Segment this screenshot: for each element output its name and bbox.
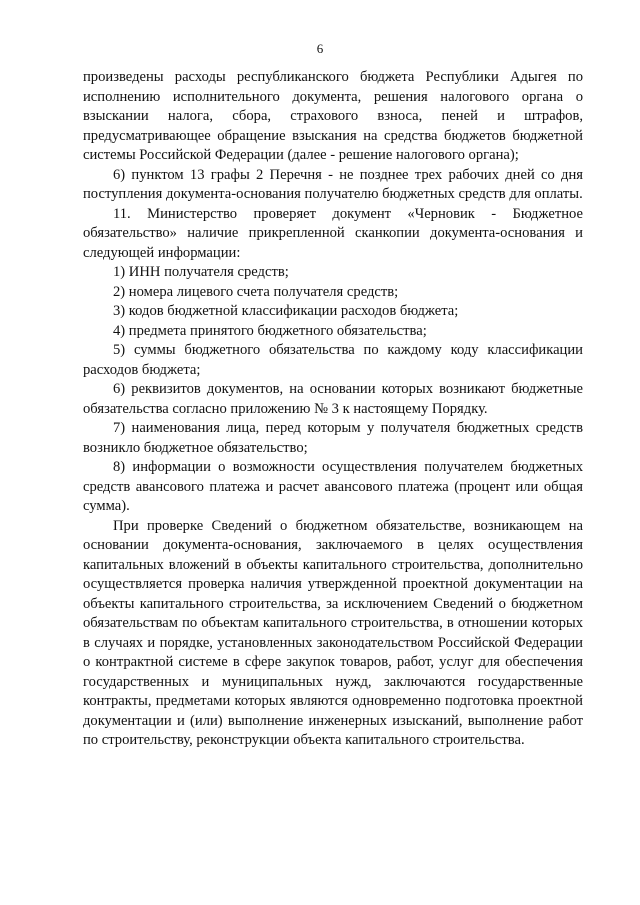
list-item-inn: 1) ИНН получателя средств; (113, 264, 289, 280)
paragraph-section-11: 11. Министерство проверяет документ «Черновик - Бюджетное обязательство» наличие прикрепленной сканкопии документа-основания и следующей информации: (83, 205, 583, 261)
list-item-obligation-subject: 4) предмета принятого бюджетного обязательства; (113, 322, 427, 339)
paragraph-continuation: произведены расходы республиканского бюджета Республики Адыгея по исполнению исполнительного документа, решения налогового органа о взыскании налога, сбора, страхового взноса, пеней и штрафов, предусматривающее обращение взыскания на средства бюджетов бюджетной системы Российской Федерации (далее - решение налогового органа); (83, 69, 583, 163)
list-item-account-number: 2) номера лицевого счета получателя средств; (113, 283, 399, 300)
page-number: 6 (316, 41, 324, 56)
paragraph-capital-construction-check: При проверке Сведений о бюджетном обязательстве, возникающем на основании документа-основания, заключаемого в целях осуществления капитальных вложений в объекты капитального строительства, дополнительно осуществляется проверка наличия утвержденной проектной документации на объекты капитального строительства, за исключением Сведений о бюджетном обязательствам по объектам капитального строительства, в отношении которых в случаях и порядке, установленных законодательством Российской Федерации о контрактной системе в сфере закупок товаров, работ, услуг для обеспечения государственных и муниципальных нужд, заключаются государственные контракты, предметами которых являются одновременно подготовка проектной документации и (или) выполнение инженерных изысканий, выполнение работ по строительству, реконструкции объекта капитального строительства. (83, 517, 583, 748)
list-item-document-details: 6) реквизитов документов, на основании которых возникают бюджетные обязательства согласно приложению № 3 к настоящему Порядку. (83, 381, 583, 417)
list-item-counterparty-name: 7) наименования лица, перед которым у получателя бюджетных средств возникло бюджетное обязательство; (83, 420, 583, 456)
paragraph-item-6-deadline: 6) пунктом 13 графы 2 Перечня - не позднее трех рабочих дней со дня поступления документа-основания получателю бюджетных средств для оплаты. (83, 166, 583, 202)
list-item-budget-codes: 3) кодов бюджетной классификации расходов бюджета; (113, 303, 459, 319)
document-body (83, 68, 583, 751)
list-item-advance-payment: 8) информации о возможности осуществления получателем бюджетных средств авансового платежа и расчет авансового платежа (процент или общая сумма). (83, 459, 583, 514)
list-item-obligation-sums: 5) суммы бюджетного обязательства по каждому коду классификации расходов бюджета; (83, 342, 583, 378)
